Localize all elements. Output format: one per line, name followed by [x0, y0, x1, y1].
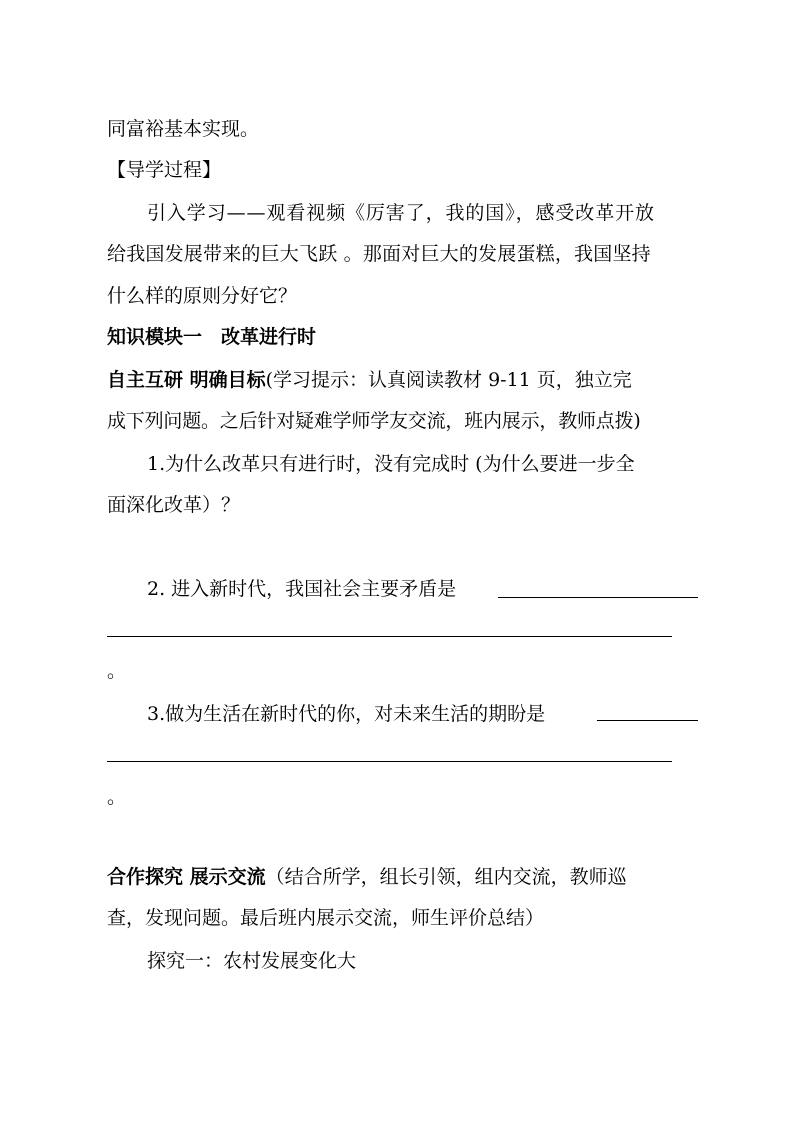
question-2: 2. 进入新时代，我国社会主要矛盾是 — [147, 578, 457, 600]
cooperation-line-2: 查，发现问题。最后班内展示交流，师生评价总结） — [107, 907, 545, 929]
answer-blank-q2-a[interactable] — [498, 597, 698, 598]
question-1-line-1: 1.为什么改革只有进行时，没有完成时 (为什么要进一步全 — [147, 453, 635, 475]
self-study-line-1 — [107, 367, 632, 393]
answer-blank-q3-b[interactable] — [107, 761, 672, 762]
question-1-line-2: 面深化改革）？ — [107, 494, 241, 516]
self-study-heading: 自主互研 明确目标 — [107, 369, 266, 391]
cooperation-line-1 — [107, 864, 627, 890]
question-2-period: 。 — [107, 660, 127, 682]
intro-paragraph-line-1: 引入学习——观看视频《厉害了，我的国》，感受改革开放 — [147, 202, 655, 224]
cooperation-heading: 合作探究 展示交流 — [107, 866, 266, 888]
self-study-hint: (学习提示：认真阅读教材 9-11 页，独立完 — [265, 369, 632, 391]
answer-blank-q2-b[interactable] — [107, 636, 672, 637]
module-title: 知识模块一 改革进行时 — [107, 326, 317, 348]
self-study-line-2: 成下列问题。之后针对疑难学师学友交流，班内展示，教师点拨) — [107, 410, 641, 432]
continued-text: 同富裕基本实现。 — [107, 118, 260, 140]
cooperation-hint: （结合所学，组长引领，组内交流，教师巡 — [265, 866, 627, 888]
intro-paragraph-line-2: 给我国发展带来的巨大飞跃 。那面对巨大的发展蛋糕，我国坚持 — [107, 243, 651, 265]
section-heading-guide: 【导学过程】 — [107, 159, 222, 181]
question-3-period: 。 — [107, 786, 127, 808]
intro-paragraph-line-3: 什么样的原则分好它？ — [107, 285, 298, 307]
question-3: 3.做为生活在新时代的你，对未来生活的期盼是 — [147, 703, 546, 725]
exploration-1-title: 探究一：农村发展变化大 — [147, 950, 357, 972]
answer-blank-q3-a[interactable] — [597, 720, 698, 721]
